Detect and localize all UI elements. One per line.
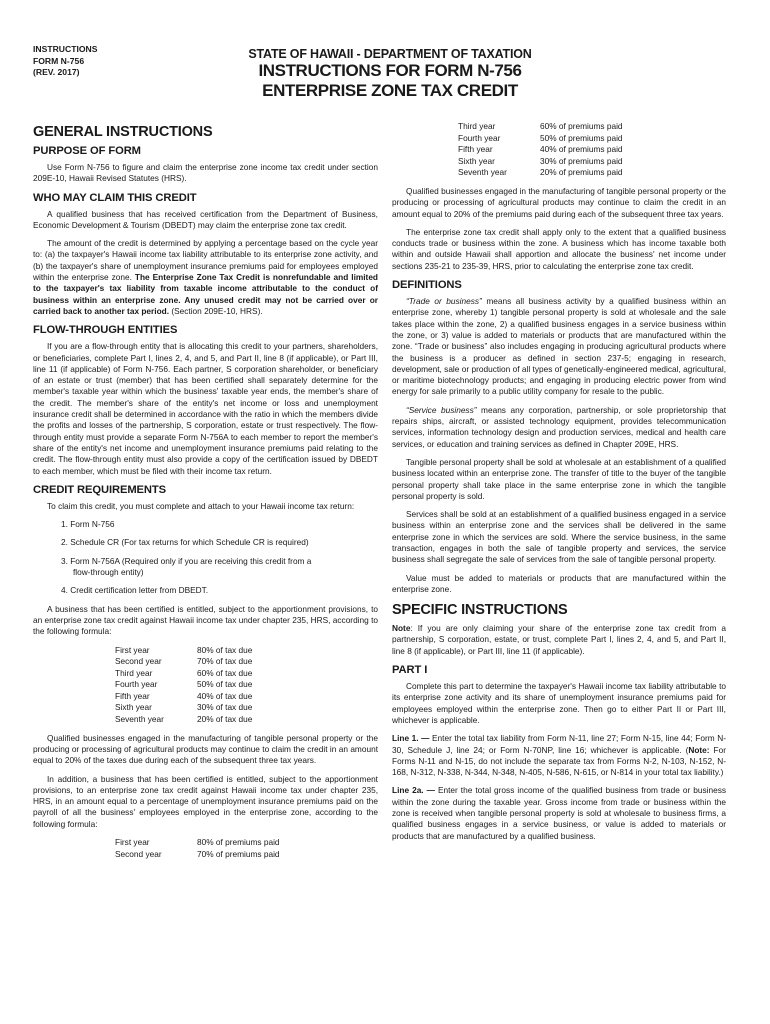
year-cell: Fourth year — [458, 132, 501, 143]
year-cell: Fifth year — [458, 144, 493, 155]
year-cell: Seventh year — [458, 167, 507, 178]
line-1-instructions — [392, 733, 726, 778]
year-cell: Sixth year — [458, 155, 495, 166]
year-cell: Second year — [115, 848, 162, 859]
credit-limit-bold: The Enterprise Zone Tax Credit is nonrefundable and limited to the taxpayer's tax liability from taxable income attributable to the conduct of business within an enterprise zone. Any unused credit may not be carried over or carried back to another tax period. — [33, 272, 378, 316]
agency-name: STATE OF HAWAII - DEPARTMENT OF TAXATION — [248, 47, 532, 61]
percent-cell: 30% of tax due — [197, 702, 253, 713]
qualified-premium-text: Qualified businesses engaged in the manufacturing of tangible personal property or the producing or processing of agricultural products may continue to claim the credit in an amount equal to 20% of the premiums paid during each of the subsequent three tax years. — [392, 185, 726, 219]
who-may-claim-heading: WHO MAY CLAIM THIS CREDIT — [33, 191, 197, 204]
table-row — [33, 656, 252, 668]
year-cell: First year — [115, 837, 150, 848]
form-instructions-label: INSTRUCTIONS — [33, 44, 98, 54]
percent-cell: 20% of tax due — [197, 714, 253, 725]
year-cell: Sixth year — [115, 702, 152, 713]
note-paragraph — [392, 623, 726, 657]
requirement-item-4: 4. Credit certification letter from DBEDT. — [61, 585, 209, 596]
line-2a-label: Line 2a. — — [392, 785, 435, 796]
percent-cell: 70% of premiums paid — [197, 848, 280, 859]
line-2a-text: Enter the total gross income of the qualified business from trade or business within the zone during the taxable year. Gross income from trade or business within the zone is received when tangible personal property is sold at wholesale to business firms, a qualified business engages in a service business, or value is added to materials or products that are manufactured by a qualified business. — [392, 785, 726, 841]
table-row — [33, 645, 252, 657]
table-row — [392, 167, 623, 179]
premium-credit-text: In addition, a business that has been certified is entitled, subject to the apportionment provisions, to an enterprise zone tax credit against Hawaii income tax under chapter 235, HRS, in an amount equal to a percentage of unemployment insurance premiums paid on the payroll of all the business' employees employed in the enterprise zone, according to the following formula: — [33, 773, 378, 829]
requirement-item-3-line1: 3. Form N-756A (Required only if you are receiving this credit from a — [61, 555, 312, 566]
percent-cell: 40% of premiums paid — [540, 144, 623, 155]
year-cell: Fifth year — [115, 690, 150, 701]
trade-or-business-definition — [392, 296, 726, 398]
premium-table-part1 — [33, 837, 280, 860]
trade-or-business-text: means all business activity by a qualified business within an enterprise zone, whereby 1) tangible personal property is sold at wholesale and the sale takes place within the zone, 2) a qualified business engages in a service business within the zone, or 3) value is added to materials or products that are manufactured within the zone. “Trade or business” also includes engaging in producing agricultural products where the business is a producer as defined in section 237-5; engaging in research, development, sale or production of all types of genetically-engineered medical, agricultural, or maritime biotechnology products; and engaging in producing electric power from wind energy for sale primarily to a public utility company for resale to the public. — [392, 296, 726, 397]
year-cell: Seventh year — [115, 714, 164, 725]
table-row — [33, 849, 280, 861]
form-identifier — [33, 44, 173, 79]
purpose-text: Use Form N-756 to figure and claim the enterprise zone income tax credit under section 209E-10, Hawaii Revised Statutes (HRS). — [33, 162, 378, 184]
credit-amount-paragraph — [33, 238, 378, 317]
specific-instructions-heading: SPECIFIC INSTRUCTIONS — [392, 602, 568, 619]
apportion-text: The enterprise zone tax credit shall apply only to the extent that a qualified business conducts trade or business within the zone. A business which has income taxable both within and outside Hawaii shall apportion and allocate the business' net income under sections 235-21 to 235-39, HRS, prior to calculating the enterprise zone tax credit. — [392, 226, 726, 271]
line-1-label: Line 1. — — [392, 733, 430, 744]
premium-table-part2 — [392, 121, 623, 179]
percent-cell: 60% of tax due — [197, 667, 253, 678]
part-1-text: Complete this part to determine the taxpayer's Hawaii income tax liability attributable to its enterprise zone activity and its share of unemployment insurance premiums paid for employees employed within the enterprise zone. Then go to either Part II or Part III, whichever is applicable. — [392, 681, 726, 725]
percent-cell: 50% of premiums paid — [540, 132, 623, 143]
table-row — [33, 837, 280, 849]
year-cell: First year — [115, 644, 150, 655]
table-row — [33, 702, 252, 714]
certified-business-text: A business that has been certified is entitled, subject to the apportionment provisions, to an enterprise zone tax credit against Hawaii income tax under chapter 235, HRS, according to the following formula: — [33, 603, 378, 637]
document-header — [190, 47, 590, 101]
table-row — [392, 156, 623, 168]
table-row — [33, 714, 252, 726]
requirement-item-3-line2: flow-through entity) — [73, 567, 144, 578]
qualified-tax-text: Qualified businesses engaged in the manufacturing of tangible personal property or the producing or processing of agricultural products may continue to claim the credit in an amount equal to 20% of the taxes due during each of the subsequent three tax years. — [33, 732, 378, 766]
flow-through-heading: FLOW-THROUGH ENTITIES — [33, 324, 178, 337]
table-row — [33, 691, 252, 703]
part-1-heading: PART I — [392, 664, 428, 677]
percent-cell: 70% of tax due — [197, 656, 253, 667]
trade-or-business-term: “Trade or business” — [406, 296, 482, 307]
service-business-text: means any corporation, partnership, or sole proprietorship that repairs ships, aircraft, or assisted technology equipment, provides telecommunication services, information technology design and production services, medical and health care services, or education and training services as defined in Chapter 209E, HRS. — [392, 404, 727, 449]
who-may-claim-text: A qualified business that has received certification from the Department of Business, Economic Development & Tourism (DBEDT) may claim the enterprise zone tax credit. — [33, 208, 378, 230]
credit-requirements-text: To claim this credit, you must complete and attach to your Hawaii income tax return: — [47, 500, 355, 511]
requirement-item-1: 1. Form N-756 — [61, 519, 115, 530]
service-business-term: “Service business” — [406, 404, 477, 415]
percent-cell: 30% of premiums paid — [540, 155, 623, 166]
percent-cell: 40% of tax due — [197, 690, 253, 701]
line-1-note-text: For Forms N-11 and N-15, do not include the separate tax from Forms N-2, N-103, N-152, N-168, N-312, N-338, N-344, N-348, N-405, N-586, N-615, or N-814 in your total tax liability.) — [392, 744, 726, 778]
percent-cell: 20% of premiums paid — [540, 167, 623, 178]
purpose-heading: PURPOSE OF FORM — [33, 145, 141, 157]
table-row — [392, 121, 623, 133]
general-instructions-heading: GENERAL INSTRUCTIONS — [33, 124, 213, 140]
percent-cell: 80% of tax due — [197, 644, 253, 655]
line-1-text: Enter the total tax liability from Form N-11, line 27; Form N-15, line 44; Form N-30, Schedule J, line 24; or Form N-70NP, line 16; whichever is applicable. ( — [392, 733, 726, 755]
percent-cell: 80% of premiums paid — [197, 837, 280, 848]
line-1-note-label: Note: — [688, 744, 710, 755]
page-subtitle: ENTERPRISE ZONE TAX CREDIT — [262, 81, 518, 100]
form-revision: (REV. 2017) — [33, 67, 80, 77]
table-row — [33, 668, 252, 680]
year-cell: Third year — [115, 667, 153, 678]
percent-cell: 60% of premiums paid — [540, 121, 623, 131]
page-title: INSTRUCTIONS FOR FORM N-756 — [258, 61, 522, 80]
services-text: Services shall be sold at an establishment of a qualified business engaged in a service business within an enterprise zone and the services shall be delivered in the same enterprise zone in which the services are sold. Where the service business, in the same transaction, engages in both the sale of tangible property and services, the service business shall segregate the sale of services from the sale of tangible personal property. — [392, 509, 726, 565]
table-row — [392, 133, 623, 145]
table-row — [392, 144, 623, 156]
service-business-definition — [392, 405, 726, 450]
flow-through-text: If you are a flow-through entity that is allocating this credit to your partners, shareholders, or beneficiaries, complete Part I, lines 2, 4, and 5, and Part II, line 8 (if applicable), or Part III, line 11 (if applicable) of Form N-756. Each partner, S corporation shareholder, or beneficiary of an estate or trust (member) that has been certified shall separately determine for the member's taxable year within which the business' taxable year ends, the member's share of the credit. The member's share of the entity's net income or loss and unemployment insurance credit shall be determined in accordance with the ratio in which the members divide the profits and losses of the partnership, S corporation, estate or trust respectively. The flow-through entity must provide a separate Form N-756A to each member to report the member's share of the entity's net income and unemployment insurance premiums paid relating to the credit. The flow-through entity must also provide a copy of the certification issued by DBEDT to each member, which must be filed with their income tax return. — [33, 341, 378, 476]
right-column — [392, 121, 726, 849]
line-2a-instructions — [392, 785, 726, 841]
value-added-text: Value must be added to materials or products that are manufactured within the enterprise zone. — [392, 572, 726, 594]
table-row — [33, 679, 252, 691]
credit-amount-citation: (Section 209E-10, HRS). — [171, 305, 263, 316]
note-label: Note — [392, 623, 411, 634]
requirement-item-3 — [61, 556, 378, 579]
left-column — [33, 121, 378, 867]
year-cell: Fourth year — [115, 679, 158, 690]
tax-due-table — [33, 645, 252, 726]
definitions-heading: DEFINITIONS — [392, 279, 462, 292]
credit-amount-text: The amount of the credit is determined by applying a percentage based on the cycle year to: (a) the taxpayer's Hawaii income tax liability attributable to its enterprise zone activity, and (b) the taxpayer's share of unemployment insurance premiums paid for employees employed within the enterprise zone. — [33, 238, 378, 283]
note-text: : If you are only claiming your share of the enterprise zone tax credit from a partnership, S corporation, estate, or trust, complete Part I, lines 2, 4, and 5, and Part II, line 8 (if applicable), or Part III, line 11 (if applicable). — [392, 623, 726, 656]
form-number: FORM N-756 — [33, 55, 85, 66]
requirement-item-2: 2. Schedule CR (For tax returns for which Schedule CR is required) — [61, 537, 309, 548]
credit-requirements-heading: CREDIT REQUIREMENTS — [33, 483, 166, 496]
year-cell: Second year — [115, 656, 162, 667]
year-cell: Third year — [458, 121, 496, 131]
percent-cell: 50% of tax due — [197, 679, 253, 690]
tangible-property-text: Tangible personal property shall be sold at wholesale at an establishment of a qualified business located within an enterprise zone. The transfer of title to the buyer of the tangible personal property shall take place in the same enterprise zone in which the tangible personal property is sold. — [392, 456, 726, 501]
